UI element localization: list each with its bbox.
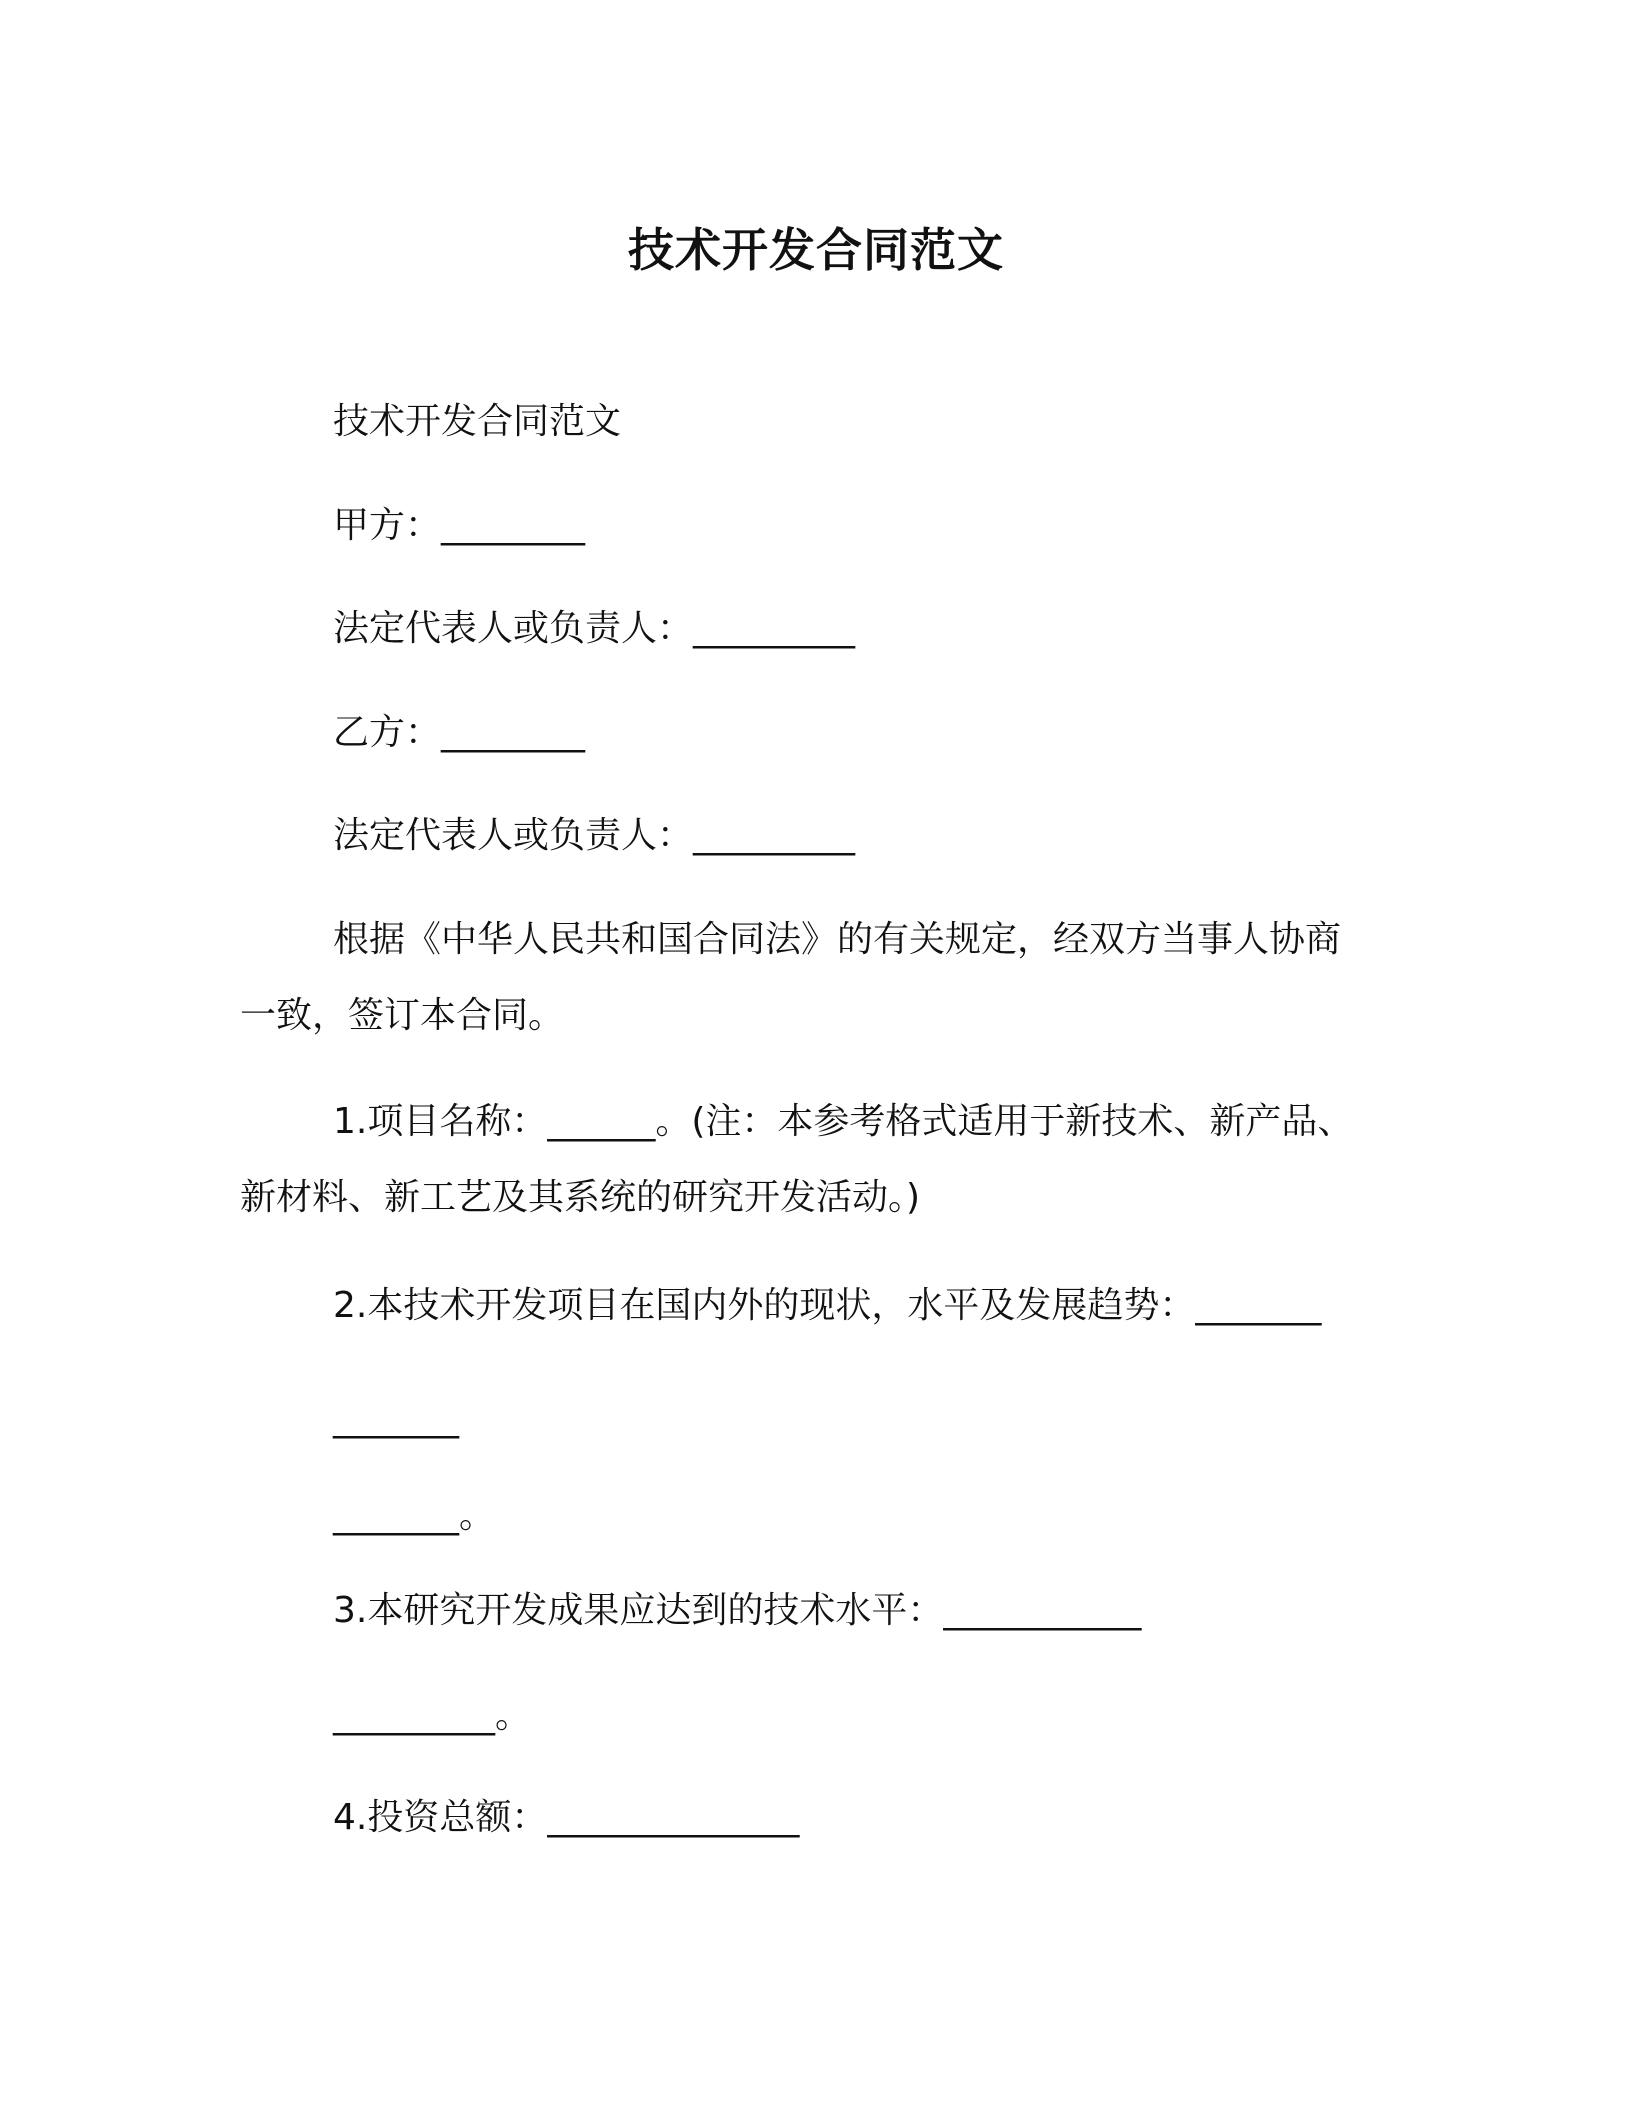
clause-3-line-2: _________。: [333, 1695, 532, 1736]
clause-4-line-1: 4.投资总额：______________: [333, 1797, 800, 1838]
party-a-line: 甲方：________: [333, 505, 586, 546]
clause-3-line-1: 3.本研究开发成果应达到的技术水平：___________: [333, 1590, 1142, 1631]
document-title: 技术开发合同范文: [628, 223, 1004, 277]
clause-1-line-2: 新材料、新工艺及其系统的研究开发活动。): [240, 1177, 921, 1218]
subtitle-line: 技术开发合同范文: [333, 401, 622, 442]
preamble-line-2: 一致，签订本合同。: [240, 995, 565, 1036]
party-a-representative-line: 法定代表人或负责人：_________: [333, 608, 856, 649]
party-b-representative-line: 法定代表人或负责人：_________: [333, 815, 856, 856]
clause-2-line-3: _______。: [333, 1495, 496, 1536]
preamble-line-1: 根据《中华人民共和国合同法》的有关规定，经双方当事人协商: [333, 919, 1342, 960]
clause-2-line-2: _______: [333, 1398, 459, 1439]
clause-2-line-1: 2.本技术开发项目在国内外的现状，水平及发展趋势：_______: [333, 1285, 1322, 1326]
clause-1-line-1: 1.项目名称：______。(注：本参考格式适用于新技术、新产品、: [333, 1101, 1354, 1142]
party-b-line: 乙方：________: [333, 712, 586, 753]
